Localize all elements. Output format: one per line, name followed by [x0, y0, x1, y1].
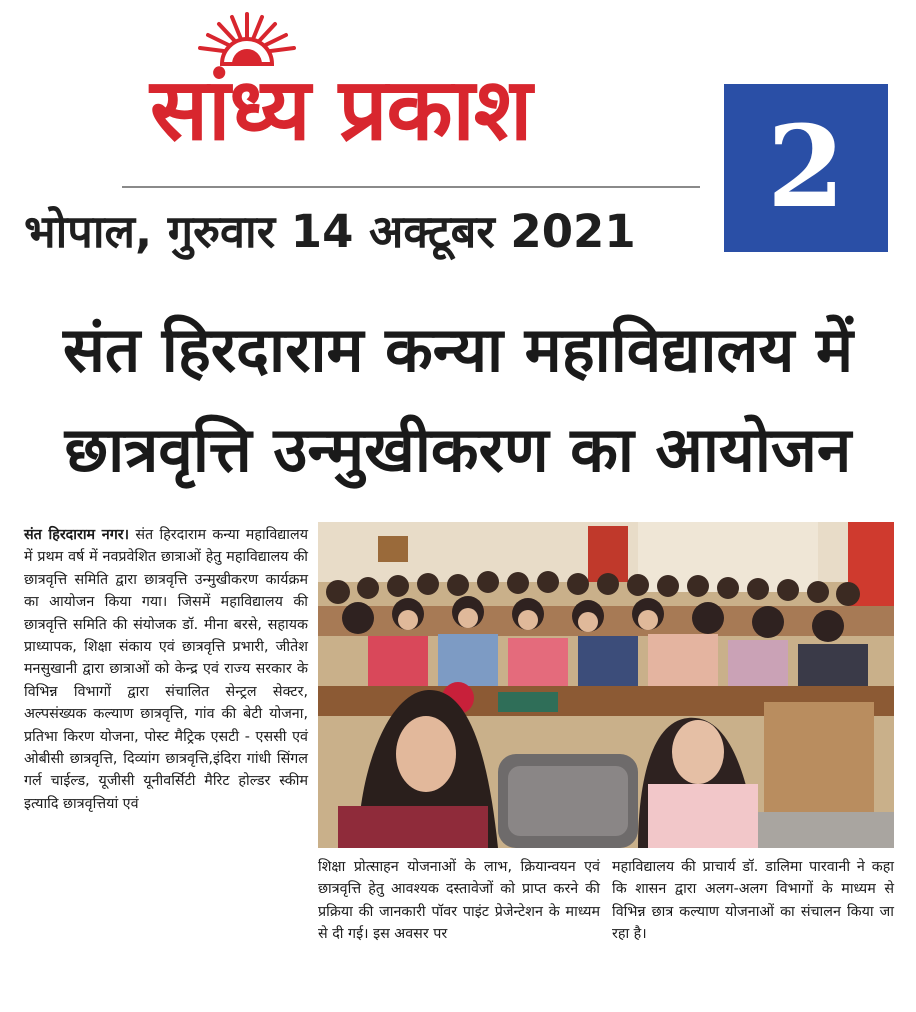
column-1-text: संत हिरदाराम कन्या महाविद्यालय में प्रथम वर्ष में नवप्रवेशित छात्राओं हेतु महाविद्यालय की छात्रवृत्ति समिति द्वारा छात्रवृत्ति उन्मुखीकरण कार्यक्रम का आयोजन किया गया। जिसमें महाविद्यालय की छात्रवृत्ति समिति की संयोजक डॉ. मीना बरसे, सहायक प्राध्यापक, शिक्षा संकाय एवं छात्रवृत्ति प्रभारी, जीतेश मनसुखानी द्वारा छात्राओं को केन्द्र एवं राज्य सरकार के विभिन्न विभागों द्वारा संचालित सेन्ट्रल सेक्टर, अल्पसंख्यक कल्याण छात्रवृत्ति, गांव की बेटी योजना, प्रतिभा किरण योजना, पोस्ट मैट्रिक एसटी - एससी एवं ओबीसी छात्रवृत्ति, दिव्यांग छात्रवृत्ति,इंदिरा गांधी सिंगल गर्ल चाईल्ड, यूजीसी यूनीवर्सिटी मैरिट होल्डर स्कीम इत्यादि छात्रवृत्तियां एवं	[24, 527, 308, 812]
masthead	[0, 0, 916, 270]
article-column-2: शिक्षा प्रोत्साहन योजनाओं के लाभ, क्रियान्वयन एवं छात्रवृत्ति हेतु आवश्यक दस्तावेजों को प्राप्त करने की प्रक्रिया की जानकारी पॉवर पाइंट प्रेजेन्टेशन के माध्यम से दी गई। इस अवसर पर	[318, 859, 600, 943]
newspaper-logo: सांध्य प्रकाश	[150, 59, 532, 160]
event-photo	[318, 522, 894, 848]
masthead-divider	[122, 186, 700, 188]
edition-dateline: भोपाल, गुरुवार 14 अक्टूबर 2021	[24, 205, 636, 258]
rising-sun-icon	[192, 8, 302, 66]
headline-line-2: छात्रवृत्ति उन्मुखीकरण का आयोजन	[64, 413, 852, 486]
audience-photo-illustration	[318, 522, 894, 848]
article-column-3: महाविद्यालय की प्राचार्य डॉ. डालिमा पारवानी ने कहा कि शासन द्वारा अलग-अलग विभागों के माध्यम से विभिन्न छात्र कल्याण योजनाओं का संचालन किया जा रहा है।	[612, 859, 894, 943]
page-number-badge: 2	[724, 84, 888, 252]
article-column-1	[24, 524, 308, 986]
article-dateline: संत हिरदाराम नगर।	[24, 527, 130, 543]
article-headline	[20, 300, 896, 500]
headline-line-1: संत हिरदाराम कन्या महाविद्यालय में	[62, 313, 854, 386]
